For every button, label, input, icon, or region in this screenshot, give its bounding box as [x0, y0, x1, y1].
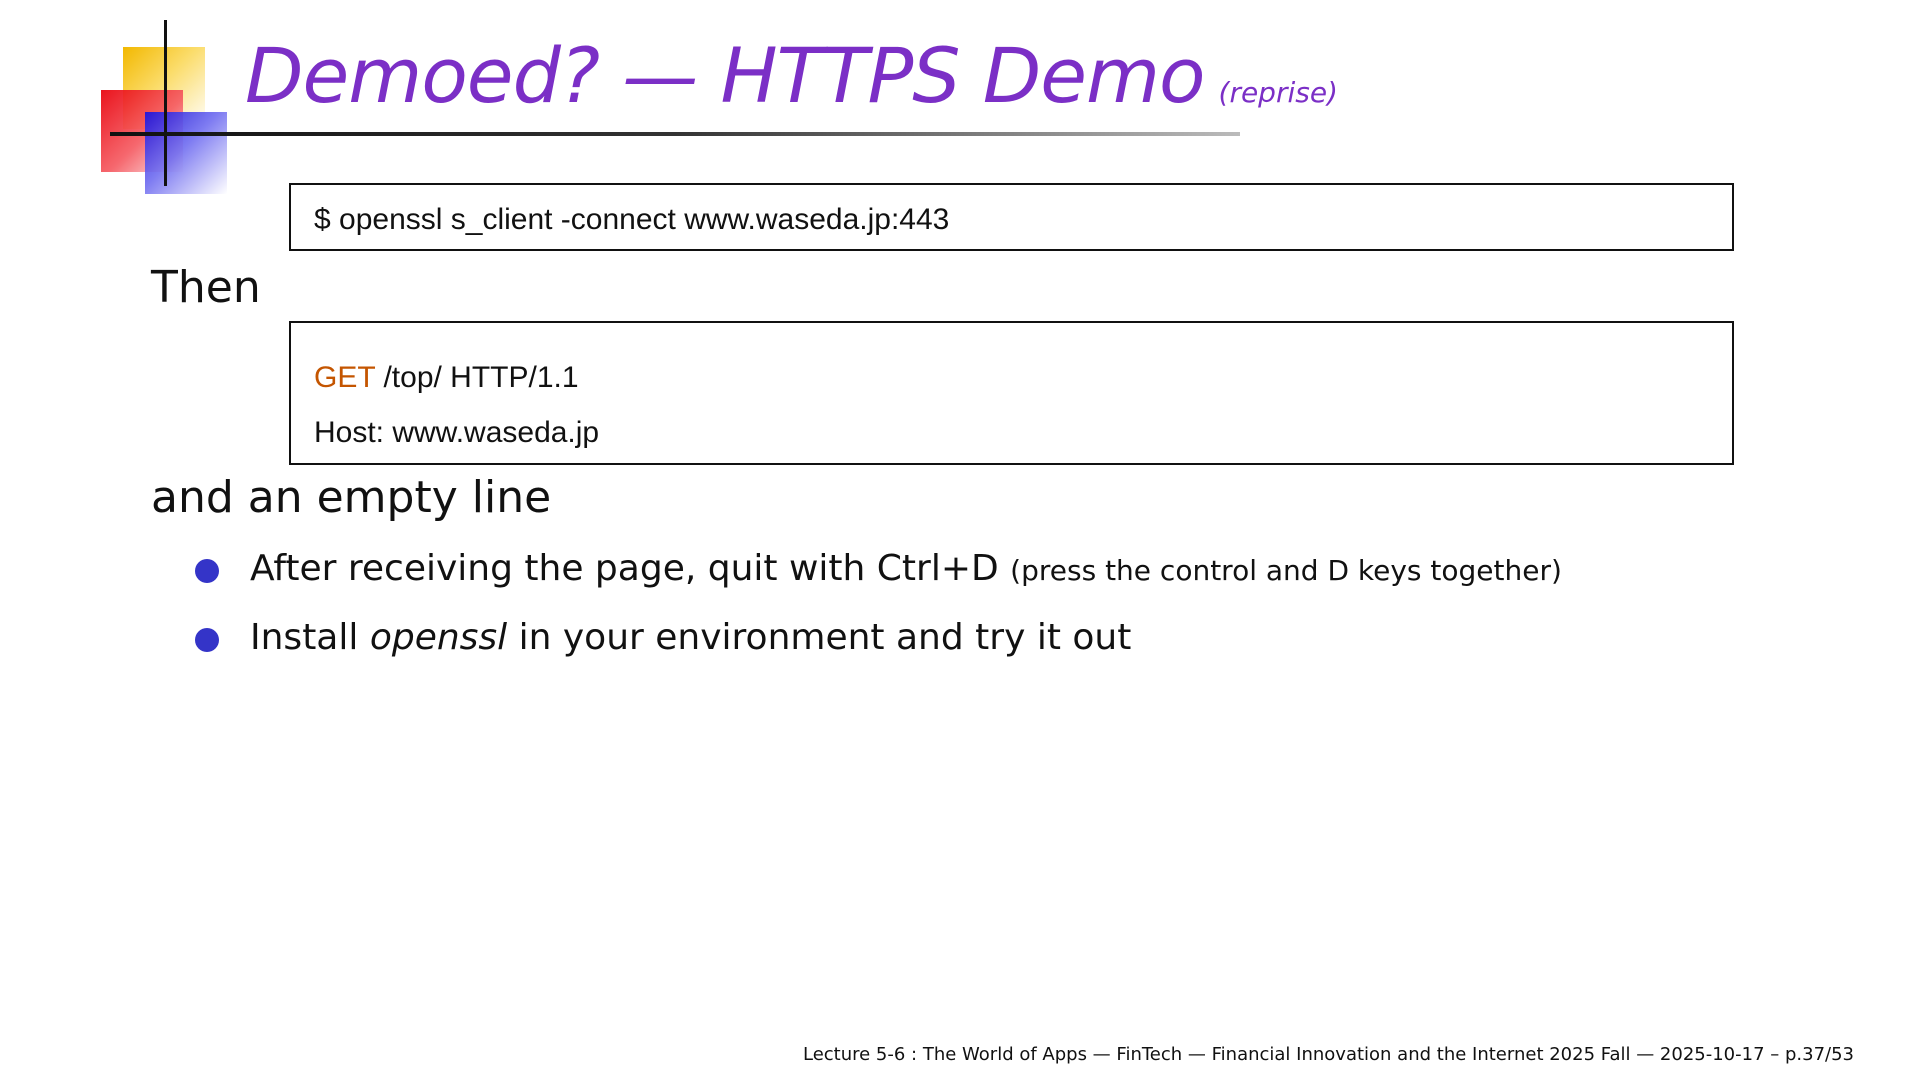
- request-method: GET: [314, 361, 376, 394]
- bullet-list: [195, 545, 1562, 683]
- slide-logo: [98, 20, 238, 190]
- bullet-note: (press the control and D keys together): [1010, 554, 1562, 587]
- bullet-dot-icon: [195, 628, 219, 652]
- title-underline: [110, 132, 1240, 136]
- request-line: [314, 361, 1732, 416]
- title-subtitle: (reprise): [1218, 76, 1338, 109]
- slide-title: [245, 31, 1338, 120]
- bullet-emphasis: openssl: [369, 617, 508, 658]
- bullet-suffix: in your environment and try it out: [507, 617, 1132, 658]
- logo-crosshair-vertical: [164, 20, 167, 186]
- host-header-line: Host: www.waseda.jp: [314, 416, 600, 449]
- logo-blue-square: [145, 112, 227, 194]
- command-line: $ openssl s_client -connect www.waseda.jp:443: [314, 203, 950, 236]
- empty-line-label: and an empty line: [151, 472, 552, 523]
- bullet-prefix: Install: [250, 617, 370, 658]
- request-box: [289, 321, 1734, 465]
- slide-footer: Lecture 5-6 : The World of Apps — FinTech — Financial Innovation and the Internet 2025 Fall — 2025-10-17 – p.37/53: [802, 1044, 1854, 1065]
- list-item: [195, 545, 1562, 614]
- bullet-text: After receiving the page, quit with Ctrl+D: [250, 548, 1011, 589]
- title-main: Demoed? — HTTPS Demo: [245, 31, 1205, 120]
- list-item: [195, 614, 1562, 683]
- command-box: [289, 183, 1734, 251]
- bullet-dot-icon: [195, 559, 219, 583]
- request-path: /top/ HTTP/1.1: [375, 361, 579, 394]
- then-label: Then: [151, 262, 261, 313]
